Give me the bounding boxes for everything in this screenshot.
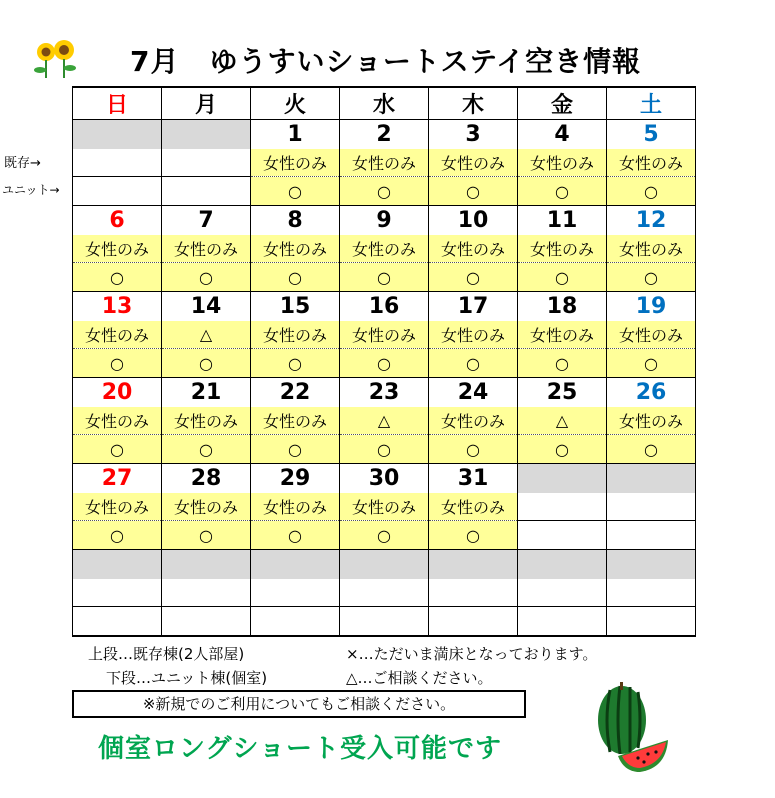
date-cell: 12 xyxy=(607,206,696,236)
existing-ward-status: 女性のみ xyxy=(518,149,607,177)
weekday-thu: 木 xyxy=(429,87,518,120)
unit-ward-status: ○ xyxy=(429,435,518,464)
existing-ward-status xyxy=(340,579,429,607)
date-cell: 11 xyxy=(518,206,607,236)
date-cell xyxy=(73,550,162,580)
unit-ward-status xyxy=(607,607,696,637)
week-1-lower-row xyxy=(73,177,696,206)
existing-ward-status: 女性のみ xyxy=(607,149,696,177)
unit-ward-status: ○ xyxy=(340,435,429,464)
legend-upper: 上段…既存棟(2人部屋) xyxy=(88,645,245,663)
existing-ward-status: 女性のみ xyxy=(340,149,429,177)
existing-ward-status: 女性のみ xyxy=(251,149,340,177)
week-5-date-row xyxy=(73,464,696,494)
existing-ward-status: 女性のみ xyxy=(429,149,518,177)
date-cell xyxy=(251,550,340,580)
existing-ward-status: 女性のみ xyxy=(607,407,696,435)
sunflower-icon xyxy=(30,38,80,80)
unit-ward-status: ○ xyxy=(162,521,251,550)
unit-ward-status xyxy=(429,607,518,637)
existing-ward-status xyxy=(251,579,340,607)
existing-ward-status: 女性のみ xyxy=(251,407,340,435)
date-cell: 8 xyxy=(251,206,340,236)
existing-ward-status: 女性のみ xyxy=(73,321,162,349)
unit-ward-status: ○ xyxy=(251,263,340,292)
existing-ward-status: 女性のみ xyxy=(340,235,429,263)
unit-ward-status: ○ xyxy=(429,263,518,292)
weekday-mon: 月 xyxy=(162,87,251,120)
date-cell: 16 xyxy=(340,292,429,322)
unit-ward-status: ○ xyxy=(518,435,607,464)
unit-ward-status: ○ xyxy=(162,435,251,464)
unit-ward-status: ○ xyxy=(251,349,340,378)
date-cell: 21 xyxy=(162,378,251,408)
note-box xyxy=(72,690,526,718)
unit-ward-status: ○ xyxy=(607,263,696,292)
week-6-lower-row xyxy=(73,607,696,637)
week-3-date-row xyxy=(73,292,696,322)
side-label-lower: ユニット→ xyxy=(2,183,60,197)
unit-ward-status: ○ xyxy=(518,177,607,206)
date-cell: 18 xyxy=(518,292,607,322)
existing-ward-status: 女性のみ xyxy=(340,493,429,521)
unit-ward-status xyxy=(518,521,607,550)
existing-ward-status: △ xyxy=(518,407,607,435)
weekday-header-row xyxy=(73,87,696,120)
existing-ward-status xyxy=(162,149,251,177)
unit-ward-status: ○ xyxy=(518,263,607,292)
existing-ward-status: 女性のみ xyxy=(73,235,162,263)
existing-ward-status xyxy=(162,579,251,607)
week-4-lower-row xyxy=(73,435,696,464)
date-cell: 10 xyxy=(429,206,518,236)
existing-ward-status: △ xyxy=(162,321,251,349)
date-cell: 17 xyxy=(429,292,518,322)
existing-ward-status: 女性のみ xyxy=(73,407,162,435)
week-1-upper-row xyxy=(73,149,696,177)
existing-ward-status: 女性のみ xyxy=(429,321,518,349)
unit-ward-status: ○ xyxy=(251,435,340,464)
date-cell: 1 xyxy=(251,120,340,150)
unit-ward-status: ○ xyxy=(162,349,251,378)
date-cell: 24 xyxy=(429,378,518,408)
existing-ward-status: 女性のみ xyxy=(251,235,340,263)
existing-ward-status: 女性のみ xyxy=(518,321,607,349)
existing-ward-status: 女性のみ xyxy=(162,493,251,521)
existing-ward-status xyxy=(73,579,162,607)
existing-ward-status: 女性のみ xyxy=(607,235,696,263)
existing-ward-status: 女性のみ xyxy=(429,493,518,521)
date-cell: 5 xyxy=(607,120,696,150)
existing-ward-status: △ xyxy=(340,407,429,435)
existing-ward-status: 女性のみ xyxy=(162,235,251,263)
existing-ward-status: 女性のみ xyxy=(429,407,518,435)
week-4-date-row xyxy=(73,378,696,408)
existing-ward-status xyxy=(429,579,518,607)
weekday-tue: 火 xyxy=(251,87,340,120)
date-cell xyxy=(73,120,162,150)
date-cell: 14 xyxy=(162,292,251,322)
unit-ward-status xyxy=(73,607,162,637)
date-cell: 28 xyxy=(162,464,251,494)
date-cell: 13 xyxy=(73,292,162,322)
unit-ward-status: ○ xyxy=(607,435,696,464)
weekday-sat: 土 xyxy=(607,87,696,120)
date-cell: 6 xyxy=(73,206,162,236)
date-cell xyxy=(162,120,251,150)
date-cell: 29 xyxy=(251,464,340,494)
existing-ward-status: 女性のみ xyxy=(73,493,162,521)
week-2-lower-row xyxy=(73,263,696,292)
unit-ward-status: ○ xyxy=(73,435,162,464)
date-cell: 31 xyxy=(429,464,518,494)
unit-ward-status: ○ xyxy=(518,349,607,378)
existing-ward-status: 女性のみ xyxy=(251,493,340,521)
watermelon-icon xyxy=(590,680,670,775)
unit-ward-status: ○ xyxy=(251,521,340,550)
legend-cross: ×…ただいま満床となっております。 xyxy=(346,645,598,663)
existing-ward-status: 女性のみ xyxy=(429,235,518,263)
date-cell xyxy=(607,550,696,580)
unit-ward-status: ○ xyxy=(73,349,162,378)
existing-ward-status xyxy=(518,579,607,607)
existing-ward-status xyxy=(607,493,696,521)
unit-ward-status xyxy=(162,607,251,637)
unit-ward-status: ○ xyxy=(340,349,429,378)
week-3-lower-row xyxy=(73,349,696,378)
side-label-upper: 既存→ xyxy=(4,156,41,171)
note-text: ※新規でのご利用についてもご相談ください。 xyxy=(142,695,456,713)
date-cell: 2 xyxy=(340,120,429,150)
title-text: ゆうすいショートステイ空き情報 xyxy=(209,45,642,78)
unit-ward-status xyxy=(518,607,607,637)
date-cell: 26 xyxy=(607,378,696,408)
unit-ward-status: ○ xyxy=(607,349,696,378)
existing-ward-status xyxy=(73,149,162,177)
date-cell xyxy=(607,464,696,494)
unit-ward-status: ○ xyxy=(340,177,429,206)
unit-ward-status xyxy=(607,521,696,550)
date-cell xyxy=(518,550,607,580)
unit-ward-status: ○ xyxy=(340,263,429,292)
date-cell: 7 xyxy=(162,206,251,236)
existing-ward-status: 女性のみ xyxy=(518,235,607,263)
unit-ward-status: ○ xyxy=(429,349,518,378)
unit-ward-status: ○ xyxy=(73,521,162,550)
week-5-upper-row xyxy=(73,493,696,521)
date-cell: 30 xyxy=(340,464,429,494)
date-cell xyxy=(340,550,429,580)
date-cell: 20 xyxy=(73,378,162,408)
date-cell: 25 xyxy=(518,378,607,408)
unit-ward-status: ○ xyxy=(73,263,162,292)
date-cell xyxy=(162,550,251,580)
unit-ward-status: ○ xyxy=(429,521,518,550)
date-cell: 22 xyxy=(251,378,340,408)
date-cell: 23 xyxy=(340,378,429,408)
legend-lower: 下段…ユニット棟(個室) xyxy=(106,669,268,687)
date-cell: 19 xyxy=(607,292,696,322)
title-month: 7月 xyxy=(130,45,180,78)
week-2-date-row xyxy=(73,206,696,236)
week-6-date-row xyxy=(73,550,696,580)
week-5-lower-row xyxy=(73,521,696,550)
existing-ward-status xyxy=(518,493,607,521)
availability-calendar xyxy=(72,86,696,637)
date-cell: 4 xyxy=(518,120,607,150)
unit-ward-status: ○ xyxy=(340,521,429,550)
week-1-date-row xyxy=(73,120,696,150)
unit-ward-status: ○ xyxy=(607,177,696,206)
slogan: 個室ロングショート受入可能です xyxy=(98,734,502,764)
week-3-upper-row xyxy=(73,321,696,349)
existing-ward-status: 女性のみ xyxy=(607,321,696,349)
unit-ward-status xyxy=(162,177,251,206)
date-cell: 27 xyxy=(73,464,162,494)
week-4-upper-row xyxy=(73,407,696,435)
unit-ward-status xyxy=(251,607,340,637)
unit-ward-status xyxy=(340,607,429,637)
date-cell: 9 xyxy=(340,206,429,236)
weekday-sun: 日 xyxy=(73,87,162,120)
unit-ward-status: ○ xyxy=(162,263,251,292)
date-cell xyxy=(429,550,518,580)
unit-ward-status: ○ xyxy=(429,177,518,206)
unit-ward-status xyxy=(73,177,162,206)
date-cell xyxy=(518,464,607,494)
week-6-upper-row xyxy=(73,579,696,607)
existing-ward-status: 女性のみ xyxy=(340,321,429,349)
legend-triangle: △…ご相談ください。 xyxy=(346,669,493,687)
weekday-fri: 金 xyxy=(518,87,607,120)
weekday-wed: 水 xyxy=(340,87,429,120)
date-cell: 15 xyxy=(251,292,340,322)
unit-ward-status: ○ xyxy=(251,177,340,206)
week-2-upper-row xyxy=(73,235,696,263)
existing-ward-status: 女性のみ xyxy=(251,321,340,349)
existing-ward-status xyxy=(607,579,696,607)
existing-ward-status: 女性のみ xyxy=(162,407,251,435)
date-cell: 3 xyxy=(429,120,518,150)
page-title xyxy=(130,40,641,80)
